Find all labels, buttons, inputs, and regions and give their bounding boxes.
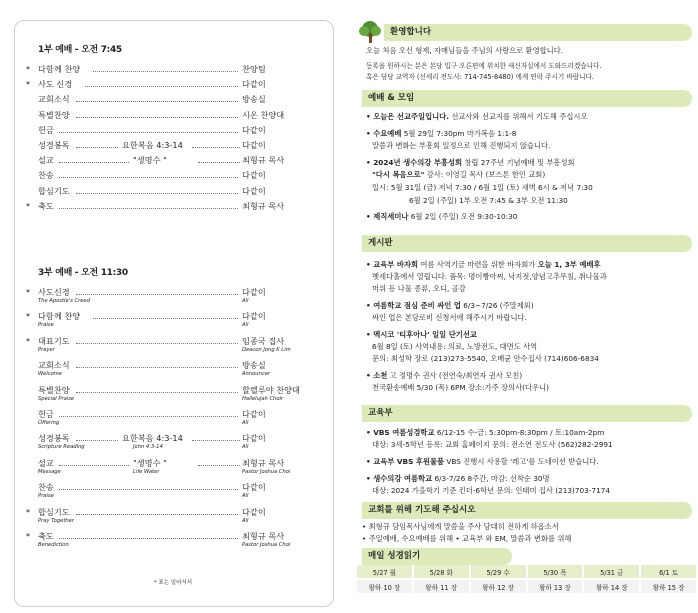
- leader-dots: [76, 392, 238, 393]
- prayer-heading: 교회를 위해 기도해 주십시오: [362, 502, 692, 519]
- leader-dots: [59, 162, 129, 163]
- order-item-label-en: The Apostle's Creed: [38, 298, 90, 304]
- order-item-label-en: Offering: [38, 420, 60, 426]
- service3-title: 3부 예배 - 오전 11:30: [38, 268, 128, 278]
- order-item-label: 축도: [38, 531, 54, 541]
- stand-marker: *: [26, 531, 31, 541]
- order-item-detail-en: Life Water: [133, 468, 160, 475]
- order-item-detail: "생명수 ": [133, 457, 167, 468]
- reading-passage: 왕하 10 장: [357, 579, 413, 593]
- bible-reading-table: [357, 565, 698, 593]
- leader-dots: [76, 514, 238, 515]
- board-item-2: • 여름학교 점심 준비 싸인 업 6/3~7/26 (주말제외): [366, 301, 534, 310]
- reading-day: 6/1 토: [640, 565, 697, 579]
- board-item-3-contact: 문의: 최성학 장로 (213)273-5540, 오배균 안수집사 (714)606-6834: [372, 354, 599, 363]
- board-item-1-detail: 벳세다홀에서 열립니다. 품목: 명이빵아찌, 낙지젓,양념고추무침, 취나물과: [372, 272, 607, 281]
- order-row: [38, 384, 300, 396]
- order-item-label-en: Special Praise: [38, 395, 75, 402]
- order-item-detail-en: John 4:3-14: [133, 444, 163, 451]
- order-item-label-en: Praise: [38, 322, 54, 329]
- stand-marker: *: [26, 506, 31, 517]
- order-item-label: 찬송: [38, 482, 54, 493]
- order-item-leader: 방송실: [242, 360, 266, 371]
- order-item-label-en: Praise: [38, 493, 54, 500]
- worship-item-2-detail: 말씀과 변화는 부흥회 일정으로 인해 진행되지 않습니다.: [372, 141, 551, 150]
- worship-item-3: • 2024년 생수의강 부흥성회 창립 27주년 기념예배 및 부흥성회: [366, 158, 575, 167]
- order-item-label-en: Scripture Reading: [38, 444, 85, 451]
- order-row: [38, 186, 288, 197]
- order-item-label: 찬송: [38, 170, 54, 181]
- leader-dots: [59, 465, 129, 466]
- reading-day: 5/27 월: [357, 565, 413, 579]
- leader-dots: [76, 294, 238, 295]
- leader-dots: [93, 318, 238, 319]
- order-row: [38, 94, 288, 105]
- board-heading: 게시판: [362, 235, 692, 252]
- reading-day: 5/29 수: [470, 565, 527, 579]
- leader-dots: [76, 117, 238, 118]
- education-item-1: • VBS 여름성경학교 6/12-15 수-금: 5:30pm-8:30pm / 토:10am-2pm: [366, 428, 605, 437]
- stand-marker: *: [26, 79, 31, 90]
- order-item-label-en: Benediction: [38, 542, 69, 548]
- order-item-leader-en: All: [242, 517, 249, 524]
- order-item-label: 사도신경: [38, 287, 70, 297]
- stand-marker: *: [26, 311, 31, 322]
- order-row-english: [38, 468, 291, 476]
- board-item-3-detail: 6월 8일 (토) 사역내용: 의료, 노방전도, 대면도 사역: [372, 342, 538, 351]
- order-item-detail: "생명수 ": [133, 155, 167, 166]
- leader-dots: [59, 416, 238, 417]
- order-item-leader: 다같이: [242, 185, 266, 196]
- leader-dots: [76, 367, 238, 368]
- service1-title: 1부 예배 - 오전 7:45: [38, 45, 122, 55]
- order-row-english: [38, 371, 288, 378]
- welcome-line-3: 혹은 담당 교역자 (선세리 전도사: 714-745-8480) 에게 연락 주시기 바랍니다.: [366, 73, 594, 81]
- order-item-label: 대표기도: [38, 335, 70, 346]
- order-item-leader-en: All: [242, 298, 249, 304]
- order-item-label: 합심기도: [38, 185, 70, 196]
- worship-item-1: • 오늘은 선교주일입니다. 선교사와 선교지를 위해서 기도해 주십시오: [366, 112, 588, 121]
- order-item-leader-en: Pastor Joshua Choi: [242, 468, 291, 475]
- order-item-label: 축도: [38, 200, 54, 211]
- education-heading: 교육부: [362, 405, 692, 422]
- order-item-leader: 다같이: [242, 409, 266, 419]
- worship-item-2: • 수요예배 5월 29일 7:30pm 마가복음 1:1-8: [366, 129, 517, 138]
- order-row: [38, 433, 288, 444]
- reading-day: 5/31 금: [583, 565, 640, 579]
- order-item-label-en: Welcome: [38, 371, 63, 378]
- stand-marker: *: [26, 287, 31, 297]
- leader-dots: [59, 489, 238, 490]
- leader-dots: [192, 147, 240, 148]
- order-item-label: 사도 신경: [38, 79, 73, 90]
- order-item-label: 성경봉독: [38, 433, 70, 444]
- leader-dots: [76, 343, 238, 344]
- leader-dots: [59, 177, 238, 178]
- order-item-leader: 최형규 목사: [242, 200, 285, 211]
- reading-passage: 왕하 11 장: [413, 579, 470, 593]
- order-item-leader-en: All: [242, 420, 249, 426]
- order-item-leader: 다같이: [242, 482, 266, 493]
- order-row-english: [38, 542, 291, 549]
- order-item-leader: 다같이: [242, 506, 266, 517]
- leader-dots: [76, 193, 238, 194]
- order-item-leader-en: Pastor Joshua Choi: [242, 542, 291, 548]
- welcome-line-2: 등록을 원하시는 분은 본당 입구 오른편에 위치한 새신자실에서 도와드리겠습니다.: [366, 62, 602, 70]
- order-item-label-en: Pray Together: [38, 517, 74, 524]
- education-item-3: • 생수의강 여름학교 6/3-7/26 8주간, 마감: 선착순 30명: [366, 474, 550, 483]
- leader-dots: [76, 147, 118, 148]
- order-row: [26, 335, 288, 347]
- order-item-leader: 다같이: [242, 124, 266, 135]
- education-item-1-detail: 대상: 3세-5학년 등록: 교회 홈페이지 문의: 전소연 전도사 (562)282-2991: [372, 440, 613, 449]
- order-row: [38, 360, 288, 371]
- order-row-english: [38, 298, 288, 305]
- order-item-leader: 최형규 목사: [242, 457, 285, 468]
- order-row: [38, 482, 288, 493]
- order-row-english: [38, 518, 288, 525]
- order-row: [38, 140, 288, 151]
- order-item-leader: 다같이: [242, 433, 266, 444]
- order-item-leader: 다같이: [242, 79, 266, 90]
- stand-marker: *: [26, 64, 31, 74]
- leader-dots: [192, 440, 240, 441]
- order-item-label: 헌금: [38, 409, 54, 419]
- order-row: [38, 155, 288, 166]
- board-item-3: • 멕시코 '티후아나' 일일 단기선교: [366, 330, 477, 339]
- reading-day: 5/28 화: [413, 565, 470, 579]
- order-row-english: [38, 346, 291, 354]
- order-row-english: [38, 322, 288, 329]
- order-row: [38, 409, 288, 420]
- order-row: [38, 170, 288, 181]
- board-item-1-detail-2: 머위 등 나물 종류, 오디, 골감: [372, 284, 466, 293]
- leader-dots: [85, 86, 239, 87]
- order-item-leader-en: All: [242, 444, 249, 451]
- order-item-leader: 방송실: [242, 94, 266, 105]
- order-item-leader-en: Announcer: [242, 371, 271, 378]
- order-item-label: 다함께 찬양: [38, 64, 81, 74]
- leader-dots: [93, 71, 238, 72]
- order-item-label: 교회소식: [38, 94, 70, 105]
- order-item-label: 교회소식: [38, 360, 70, 371]
- prayer-line-1: • 최형규 담임목사님에게 말씀을 주사 담대히 전하게 하옵소서: [362, 522, 559, 531]
- order-item-leader: 시온 찬양대: [242, 109, 285, 120]
- education-item-2: • 교육부 VBS 후원물품 VBS 진행시 사용할 '레고'를 도네이션 받습니다.: [366, 457, 599, 466]
- order-row: [26, 311, 288, 322]
- order-row: [26, 200, 288, 212]
- leader-dots: [198, 162, 240, 163]
- order-item-leader: 찬양팀: [242, 64, 266, 74]
- prayer-line-2: • 주일예배, 수요예배를 위해 • 교육부 와 EM, 말씀과 변화를 위해: [362, 534, 572, 543]
- order-item-label: 특별찬양: [38, 109, 70, 120]
- order-item-detail: 요한복음 4:3-14: [122, 433, 183, 444]
- order-item-label-en: Prayer: [38, 346, 55, 353]
- board-item-2-detail: 싸인 업은 본당로비 신청서에 해주시기 바랍니다.: [372, 313, 527, 322]
- order-item-label: 성경봉독: [38, 140, 70, 150]
- order-item-leader-en: Deacon Jong K Lim: [242, 346, 291, 353]
- reading-passage: 왕하 15 장: [640, 579, 697, 593]
- board-item-1: • 교육부 바자회 여름 사역기금 마련을 위한 바자회가 오늘 1, 3부 예배후: [366, 260, 601, 269]
- order-item-leader-en: All: [242, 322, 249, 329]
- order-item-detail: 요한복음 4:3-14: [122, 140, 183, 150]
- order-row: [26, 506, 288, 518]
- order-item-leader: 다같이: [242, 170, 266, 181]
- order-item-leader: 최형규 목사: [242, 531, 285, 541]
- order-item-leader-en: All: [242, 493, 249, 500]
- leader-dots: [59, 132, 238, 133]
- revival-dates: 일시: 5월 31일 (금) 저녁 7:30 / 6월 1일 (토) 새벽 6시 & 저녁 7:30: [372, 183, 593, 192]
- welcome-heading: 환영합니다: [384, 24, 692, 41]
- worship-item-4: • 제직세미나 6월 2일 (주일) 오전 9:30-10:30: [366, 212, 518, 221]
- tree-icon: [358, 20, 382, 44]
- stand-marker: *: [26, 335, 31, 346]
- reading-day: 5/30 목: [527, 565, 584, 579]
- reading-passage: 왕하 12 장: [470, 579, 527, 593]
- order-item-leader: 다같이: [242, 140, 266, 150]
- stand-marker: *: [26, 200, 31, 211]
- order-item-label: 설교: [38, 155, 54, 166]
- revival-theme: "다시 복음으로" 강사: 이영길 목사 (보스톤 한인 교회): [372, 170, 546, 179]
- leader-dots: [76, 101, 238, 102]
- bible-reading-heading: 매일 성경읽기: [362, 548, 512, 565]
- order-item-label: 헌금: [38, 124, 54, 135]
- order-item-leader: 최형규 목사: [242, 155, 285, 166]
- welcome-line-1: 오늘 처음 오신 형제, 자매님들을 주님의 사랑으로 환영합니다.: [366, 46, 564, 55]
- board-item-4: • 소천 고 정명수 권사 (전연숙/최연자 권사 모친): [366, 371, 523, 380]
- order-item-label: 다함께 찬양: [38, 311, 81, 322]
- order-item-label: 특별찬양: [38, 384, 70, 395]
- order-item-leader: 임종국 집사: [242, 335, 285, 346]
- order-row: [26, 79, 288, 90]
- order-item-label-en: Message: [38, 468, 61, 475]
- leader-dots: [59, 208, 238, 209]
- leader-dots: [198, 465, 240, 466]
- order-row-english: [38, 420, 288, 427]
- education-item-3-detail: 대상: 2024 가을학기 기준 킨더-6학년 문의: 인태미 집사 (213)703-7174: [372, 486, 610, 495]
- order-row-english: [38, 493, 288, 500]
- order-item-label: 설교: [38, 457, 54, 468]
- order-item-leader: 할렐루야 찬양대: [242, 384, 300, 395]
- order-item-leader: 다같이: [242, 287, 266, 297]
- order-row: [26, 531, 288, 542]
- leader-dots: [59, 538, 238, 539]
- order-row: [26, 64, 288, 75]
- order-row: [38, 458, 288, 469]
- order-item-leader-en: Hallelujah Choir: [242, 395, 284, 402]
- worship-heading: 예배 & 모임: [362, 90, 692, 107]
- board-item-4-detail: 천국환송예배 5/30 (목) 6PM 장소:가주 장의사(다우니): [372, 383, 549, 392]
- stand-note: * 표는 일어서서: [153, 580, 193, 586]
- order-row: [26, 287, 288, 298]
- order-item-label: 합심기도: [38, 506, 70, 517]
- reading-passage: 왕하 14 장: [583, 579, 640, 593]
- order-row: [38, 125, 288, 136]
- order-row-english: [38, 444, 288, 451]
- order-row-english: [38, 396, 288, 403]
- leader-dots: [76, 440, 118, 441]
- revival-dates-2: 6월 2일 (주일) 1부 오전 7:45 & 3부 오전 11:30: [409, 196, 568, 205]
- order-row: [38, 110, 288, 121]
- reading-passage: 왕하 13 장: [527, 579, 584, 593]
- order-item-leader: 다같이: [242, 311, 266, 322]
